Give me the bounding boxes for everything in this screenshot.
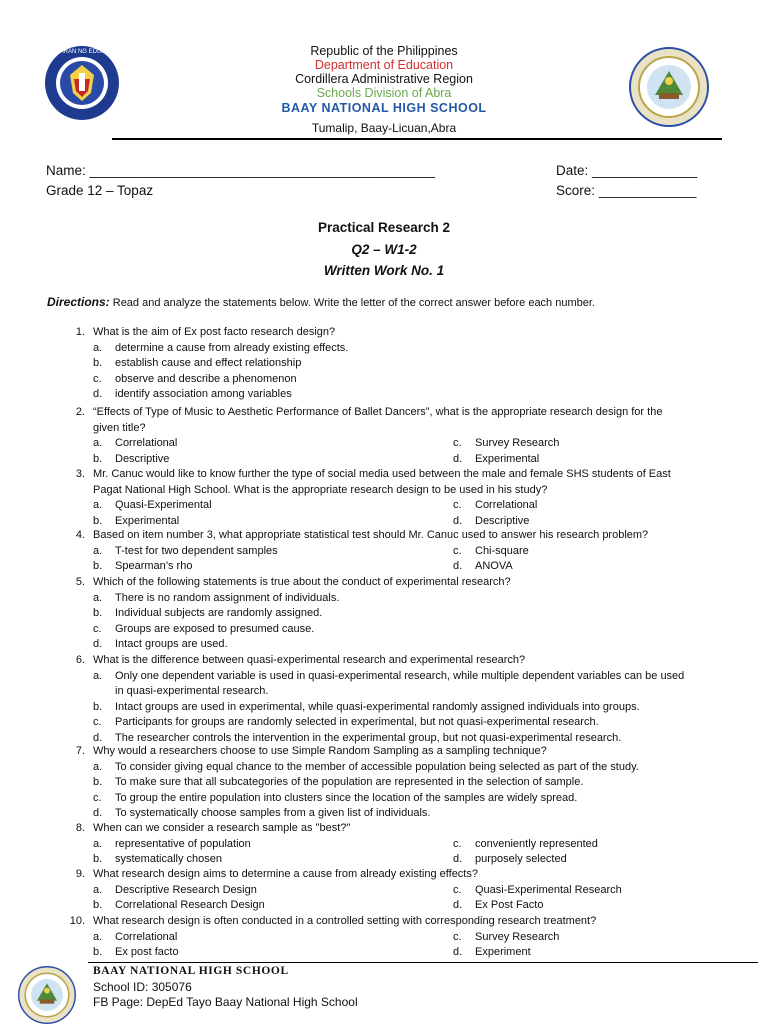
option-letter: b. [93,946,103,958]
option-text: To systematically choose samples from a given list of individuals. [115,807,431,819]
option-text: Intact groups are used. [115,638,228,650]
question-number: 5. [75,576,85,588]
option-text: systematically chosen [115,853,222,865]
option-letter: c. [453,437,462,449]
option-text: purposely selected [475,853,567,865]
question-number: 1. [75,326,85,338]
option-letter: a. [93,930,103,943]
question-number: 9. [75,868,85,880]
option-letter: b. [93,776,103,788]
svg-text:KAGAWARAN NG EDUKASYON: KAGAWARAN NG EDUKASYON [37,49,127,55]
footer-divider [88,962,758,963]
option-text: determine a cause from already existing effects. [115,341,349,354]
option-letter: a. [93,837,103,850]
question-text: What is the aim of Ex post facto research design? [93,326,336,338]
directions-text: Read and analyze the statements below. Write the letter of the correct answer before each number. [109,297,595,309]
option-text: Experimental [475,452,540,465]
question-text: What research design aims to determine a cause from already existing effects? [93,868,478,880]
option-text: Descriptive Research Design [115,883,257,896]
option-text: Groups are exposed to presumed cause. [115,622,315,635]
footer-school-seal-logo [18,966,76,1024]
option-text: Correlational [115,437,178,449]
option-letter: b. [93,514,103,527]
header-school: BAAY NATIONAL HIGH SCHOOL [281,101,487,115]
option-text: Quasi-Experimental Research [475,883,622,896]
question-text: Based on item number 3, what appropriate statistical test should Mr. Canuc used to answer his research problem? [93,529,649,541]
option-text: Intact groups are used in experimental, while quasi-experimental randomly assigned individuals into groups. [115,700,640,713]
option-letter: b. [93,700,103,713]
question-text: Pagat National High School. What is the appropriate research design to be used in his study? [93,483,548,496]
option-text: Experimental [115,514,180,527]
option-letter: d. [453,853,463,865]
directions-label: Directions: [47,295,110,309]
footer-fb-page: FB Page: DepEd Tayo Baay National High School [93,995,358,1009]
header-division: Schools Division of Abra [316,86,452,100]
option-letter: a. [93,499,103,511]
option-text: Survey Research [475,930,560,943]
option-letter: c. [453,837,462,850]
option-letter: c. [453,544,462,557]
option-text: establish cause and effect relationship [115,357,302,369]
option-letter: d. [93,807,103,819]
header-divider [112,138,722,140]
option-letter: a. [93,544,103,557]
option-letter: d. [93,388,103,400]
option-text: observe and describe a phenomenon [115,372,297,385]
option-letter: c. [93,372,102,385]
question-number: 7. [75,745,85,757]
option-letter: b. [93,607,103,619]
option-letter: d. [453,946,463,958]
question-number: 10. [69,915,85,927]
header-region: Cordillera Administrative Region [295,72,473,86]
option-letter: a. [93,883,103,896]
option-text: in quasi-experimental research. [115,685,269,697]
written-work-title: Written Work No. 1 [323,263,445,278]
question-number: 4. [75,529,85,541]
question-text: given title? [93,421,146,434]
footer-school: BAAY NATIONAL HIGH SCHOOL [93,965,289,977]
option-letter: b. [93,899,103,911]
option-text: Only one dependent variable is used in quasi-experimental research, while multiple dependent variables can be used [115,669,685,682]
option-letter: c. [453,499,462,511]
option-letter: c. [453,883,462,896]
option-text: Individual subjects are randomly assigned. [115,607,323,619]
option-letter: a. [93,591,103,604]
option-letter: d. [93,731,103,744]
option-text: Quasi-Experimental [115,499,212,511]
option-text: Survey Research [475,437,560,449]
option-letter: c. [93,791,102,804]
option-letter: d. [453,514,463,527]
option-text: To group the entire population into clusters since the location of the samples are widely spread. [115,791,578,804]
option-text: ANOVA [475,560,513,572]
date-field: Date: ______________ [556,163,698,178]
option-letter: a. [93,760,103,773]
option-text: representative of population [115,837,251,850]
option-text: Spearman’s rho [115,560,193,572]
option-letter: d. [453,452,463,465]
question-number: 2. [75,406,85,418]
question-text: “Effects of Type of Music to Aesthetic Performance of Ballet Dancers”, what is the appropriate research design for the [93,406,663,418]
option-text: Correlational Research Design [115,899,265,911]
question-text: What research design is often conducted in a controlled setting with corresponding research treatment? [93,915,597,927]
option-text: To make sure that all subcategories of the population are represented in the selection of sample. [115,776,584,788]
header-address: Tumalip, Baay-Licuan,Abra [311,121,457,135]
option-text: conveniently represented [475,837,598,850]
question-text: Why would a researchers choose to use Simple Random Sampling as a sampling technique? [93,745,547,757]
option-text: Descriptive [475,514,530,527]
question-number: 3. [75,468,85,480]
question-text: When can we consider a research sample as "best?" [93,822,351,834]
option-text: Descriptive [115,452,170,465]
option-letter: c. [453,930,462,943]
option-letter: c. [93,622,102,635]
option-text: identify association among variables [115,388,292,400]
subject-title: Practical Research 2 [317,220,451,235]
option-letter: a. [93,669,103,682]
option-letter: c. [93,716,102,728]
option-text: There is no random assignment of individuals. [115,591,340,604]
question-number: 6. [75,654,85,666]
option-letter: d. [93,638,103,650]
quarter-week: Q2 – W1-2 [351,242,417,257]
name-field: Name: ______________________________________________ [46,163,435,178]
option-text: Ex Post Facto [475,899,544,911]
option-letter: b. [93,357,103,369]
directions [47,295,595,309]
header-republic: Republic of the Philippines [310,44,458,58]
option-text: T-test for two dependent samples [115,544,278,557]
option-text: Correlational [115,930,178,943]
option-letter: a. [93,437,103,449]
option-text: Chi-square [475,544,529,557]
score-field: Score: _____________ [556,183,697,198]
option-letter: d. [453,899,463,911]
option-letter: b. [93,560,103,572]
header-deped: Department of Education [314,58,454,72]
question-text: Mr. Canuc would like to know further the type of social media used between the male and female SHS students of East [93,468,671,480]
footer-school-id: School ID: 305076 [93,980,192,994]
option-text: Experiment [475,946,531,958]
option-letter: d. [453,560,463,572]
option-text: To consider giving equal chance to the member of accessible population being selected as part of the study. [115,760,639,773]
option-text: Participants for groups are randomly selected in experimental, but not quasi-experimental research. [115,716,599,728]
question-number: 8. [75,822,85,834]
option-letter: a. [93,341,103,354]
option-text: Ex post facto [115,946,179,958]
option-letter: b. [93,452,103,465]
question-text: Which of the following statements is true about the conduct of experimental research? [93,576,511,588]
question-text: What is the difference between quasi-experimental research and experimental research? [93,654,526,666]
option-text: The researcher controls the intervention in the experimental group, but not quasi-experimental research. [115,731,622,744]
option-letter: b. [93,853,103,865]
option-text: Correlational [475,499,538,511]
grade-section: Grade 12 – Topaz [46,183,154,198]
